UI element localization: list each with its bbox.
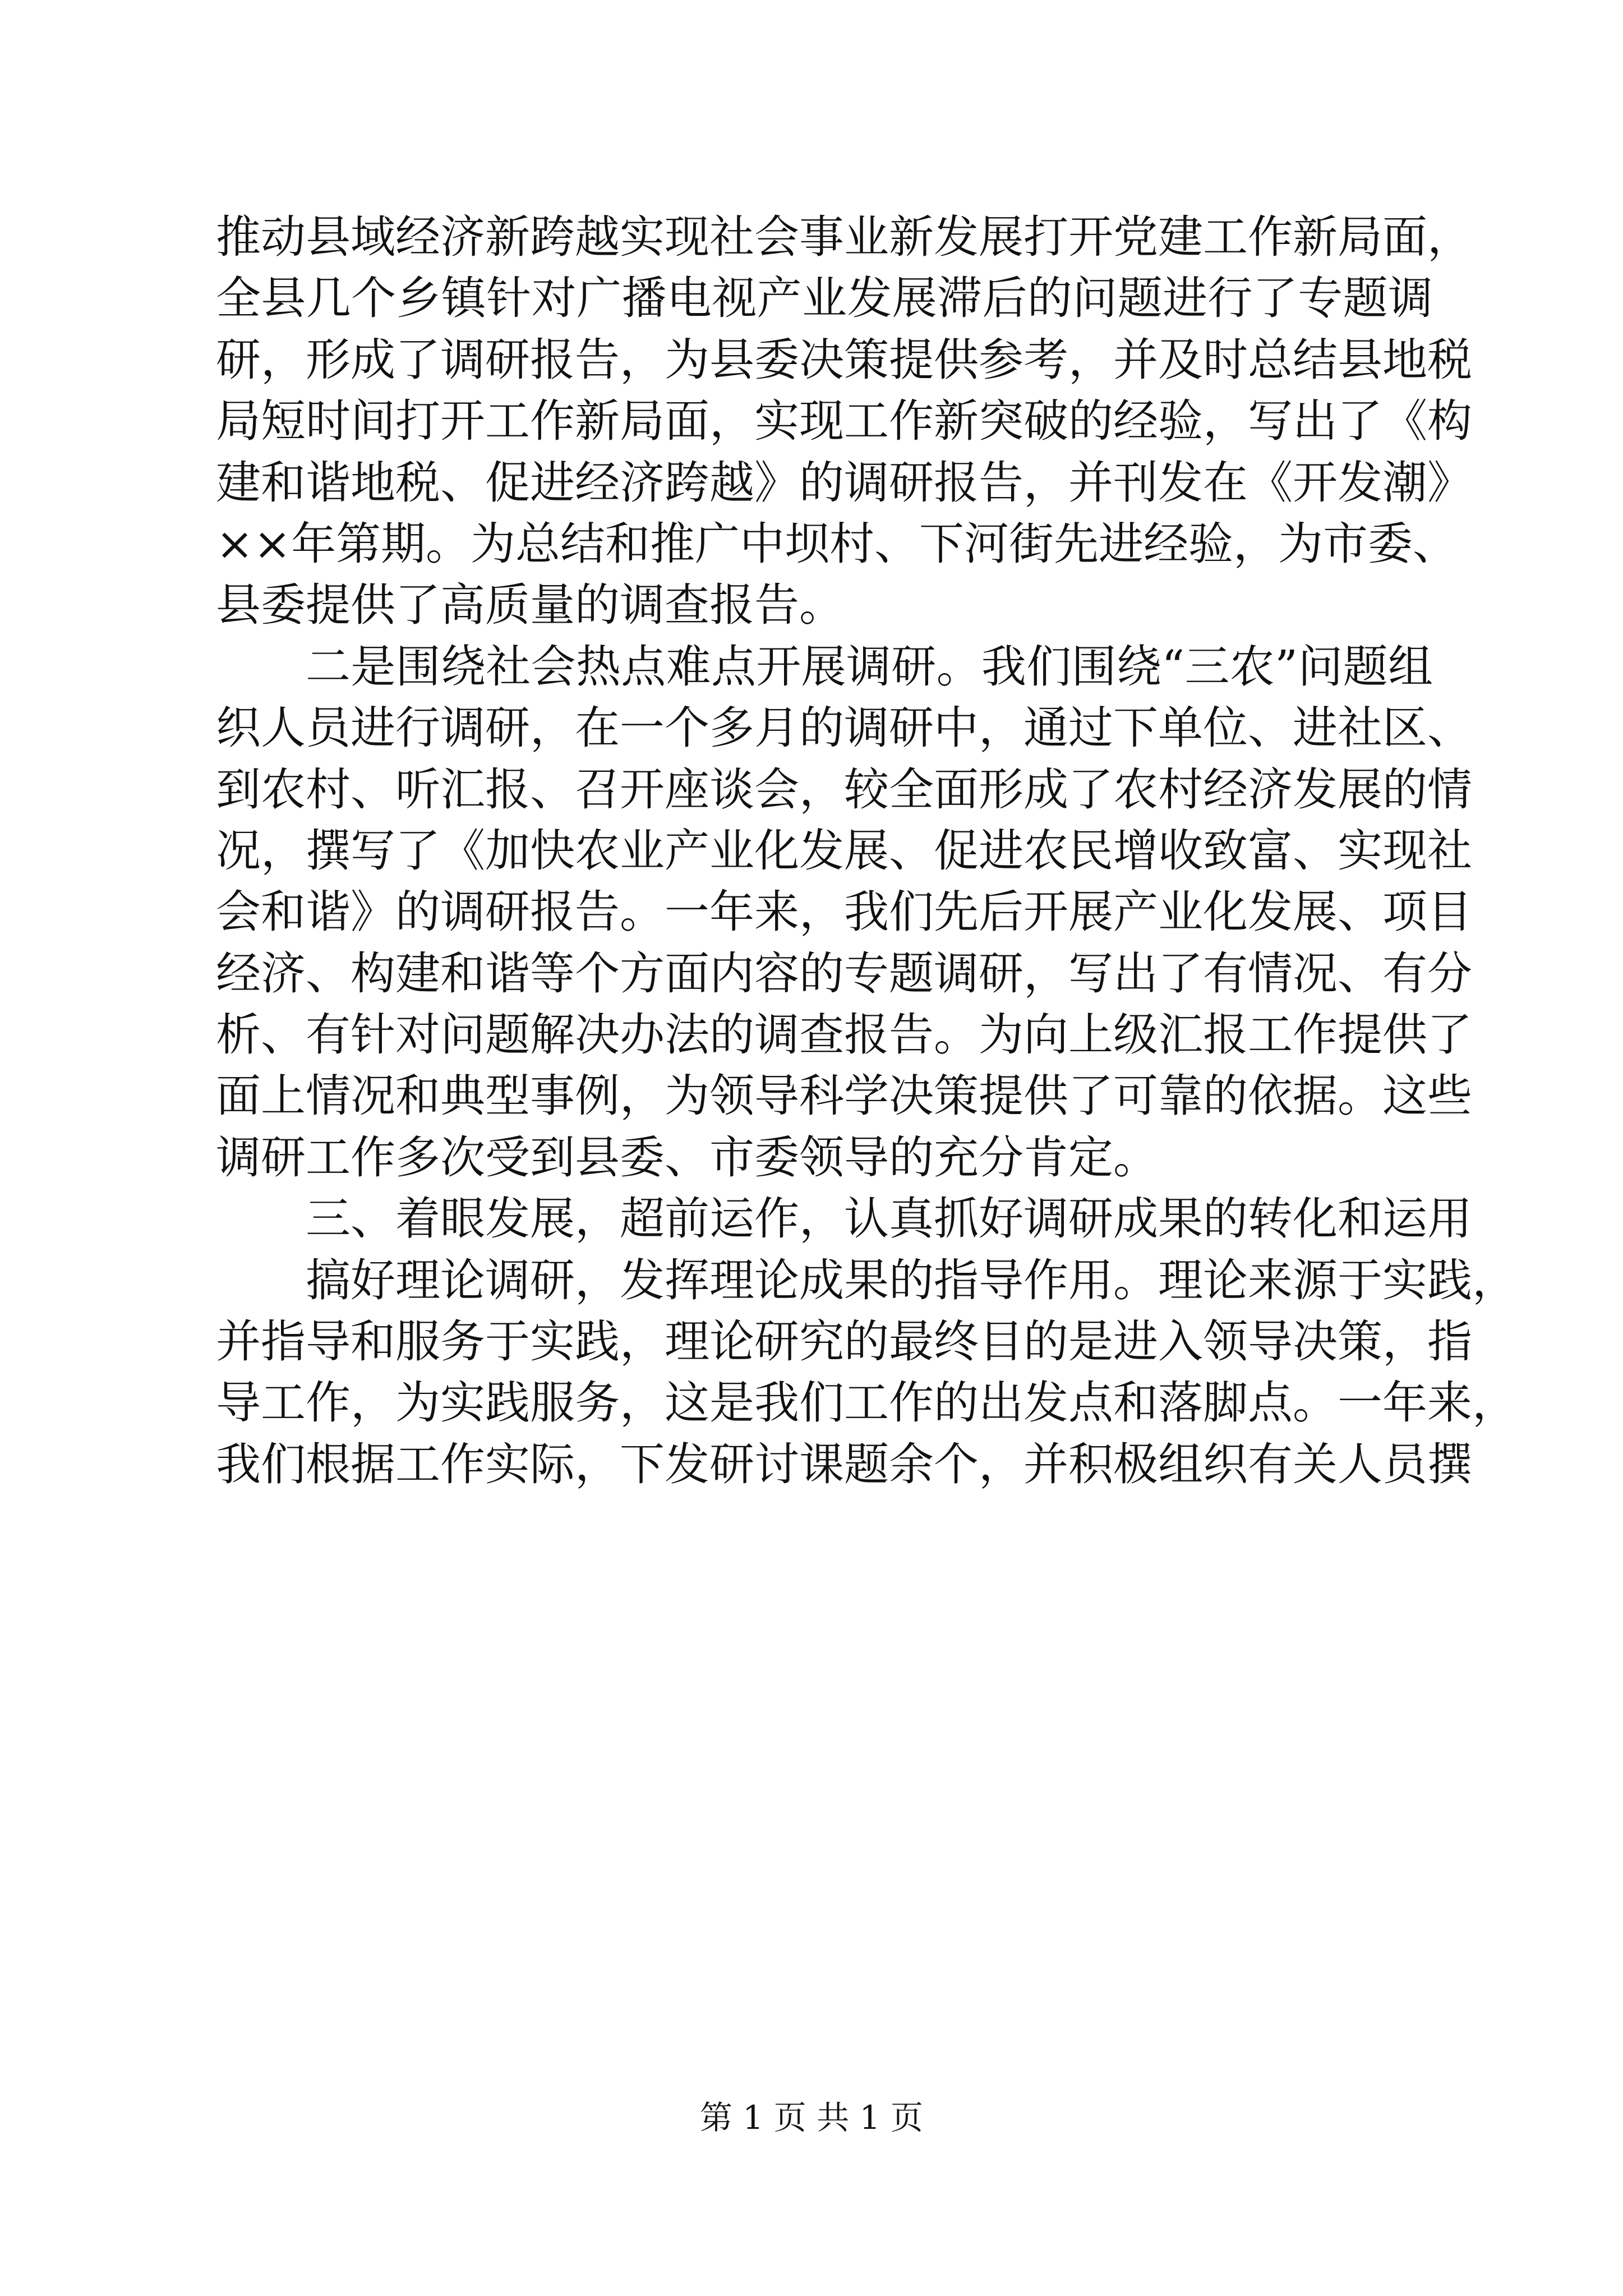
text-line: ××年第期。为总结和推广中坝村、下河街先进经验，为市委、: [216, 517, 1458, 570]
text-line: 析、有针对问题解决办法的调查报告。为向上级汇报工作提供了: [216, 1009, 1472, 1061]
text-line: 搞好理论调研，发挥理论成果的指导作用。理论来源于实践，: [306, 1254, 1517, 1306]
text-line: 面上情况和典型事例，为领导科学决策提供了可靠的依据。这些: [216, 1070, 1472, 1122]
text-line: 研，形成了调研报告，为县委决策提供参考，并及时总结县地税: [216, 333, 1472, 386]
text-line: 况，撰写了《加快农业产业化发展、促进农民增收致富、实现社: [216, 824, 1472, 877]
text-line: 全县几个乡镇针对广播电视产业发展滞后的问题进行了专题调: [216, 272, 1433, 325]
text-line: 并指导和服务于实践，理论研究的最终目的是进入领导决策，指: [216, 1315, 1472, 1368]
page-footer: 第 1 页 共 1 页: [700, 2099, 923, 2137]
text-line: 调研工作多次受到县委、市委领导的充分肯定。: [216, 1131, 1158, 1184]
text-line: 到农村、听汇报、召开座谈会，较全面形成了农村经济发展的情: [216, 763, 1472, 816]
text-line: 导工作，为实践服务，这是我们工作的出发点和落脚点。一年来，: [216, 1377, 1517, 1429]
text-line: 我们根据工作实际，下发研讨课题余个，并积极组织有关人员撰: [216, 1438, 1472, 1490]
text-line: 织人员进行调研，在一个多月的调研中，通过下单位、进社区、: [216, 702, 1472, 754]
text-line: 建和谐地税、促进经济跨越》的调研报告，并刊发在《开发潮》: [216, 456, 1472, 509]
text-line: 县委提供了高质量的调查报告。: [216, 579, 844, 632]
text-line: 经济、构建和谐等个方面内容的专题调研，写出了有情况、有分: [216, 947, 1472, 1000]
section-heading: 三、着眼发展，超前运作，认真抓好调研成果的转化和运用: [306, 1193, 1472, 1245]
text-line: 推动县域经济新跨越实现社会事业新发展打开党建工作新局面，: [216, 211, 1472, 263]
text-line: 局短时间打开工作新局面，实现工作新突破的经验，写出了《构: [216, 395, 1472, 448]
body-text: [216, 206, 1517, 1495]
text-line: 会和谐》的调研报告。一年来，我们先后开展产业化发展、项目: [216, 886, 1472, 938]
text-line: 二是围绕社会热点难点开展调研。我们围绕“三农”问题组: [306, 640, 1433, 693]
